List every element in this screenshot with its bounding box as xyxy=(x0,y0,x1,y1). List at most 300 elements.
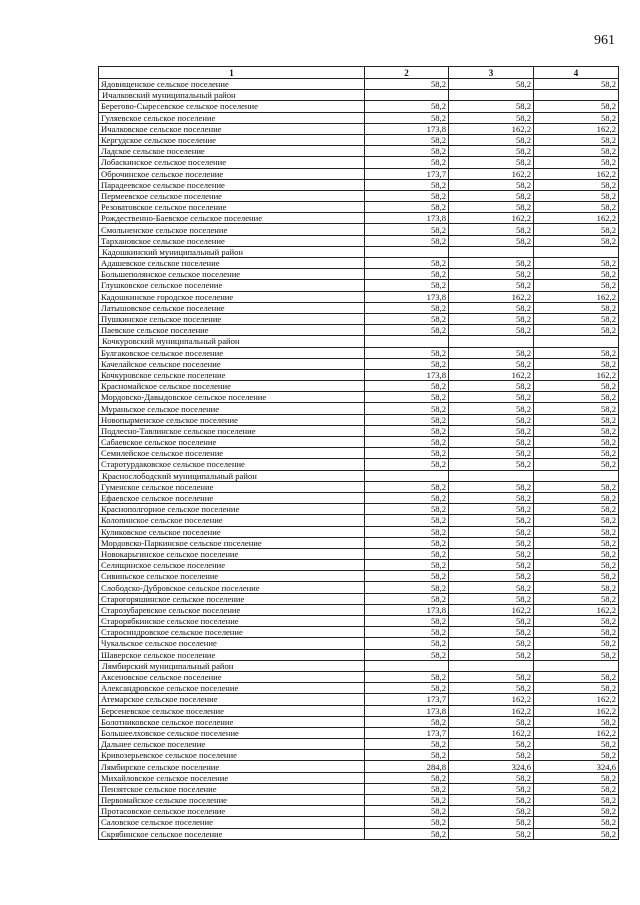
value-col-4: 58,2 xyxy=(534,358,619,369)
value-col-3: 58,2 xyxy=(449,795,534,806)
row-name: Пензятское сельское поселение xyxy=(99,783,365,794)
row-name: Пермеевское сельское поселение xyxy=(99,190,365,201)
row-name: Семилейское сельское поселение xyxy=(99,448,365,459)
table-row xyxy=(99,492,619,503)
value-col-2: 58,2 xyxy=(365,537,449,548)
value-col-2: 58,2 xyxy=(365,548,449,559)
value-col-2: 58,2 xyxy=(365,146,449,157)
value-col-2: 58,2 xyxy=(365,79,449,90)
table-row xyxy=(99,269,619,280)
table-row xyxy=(99,571,619,582)
value-col-4: 58,2 xyxy=(534,179,619,190)
value-col-4: 58,2 xyxy=(534,683,619,694)
data-table xyxy=(98,66,619,840)
row-name: Резоватовское сельское поселение xyxy=(99,202,365,213)
value-col-2: 58,2 xyxy=(365,202,449,213)
value-col-4: 162,2 xyxy=(534,727,619,738)
value-col-3: 58,2 xyxy=(449,772,534,783)
value-col-4: 58,2 xyxy=(534,638,619,649)
value-col-2: 58,2 xyxy=(365,671,449,682)
value-col-4: 58,2 xyxy=(534,112,619,123)
value-col-3: 58,2 xyxy=(449,616,534,627)
value-col-4: 58,2 xyxy=(534,750,619,761)
value-col-4: 58,2 xyxy=(534,828,619,839)
row-name: Мордовско-Давыдовское сельское поселение xyxy=(99,392,365,403)
value-col-2: 58,2 xyxy=(365,381,449,392)
row-name: Глушковское сельское поселение xyxy=(99,280,365,291)
value-col-3: 58,2 xyxy=(449,638,534,649)
table-row xyxy=(99,381,619,392)
value-col-2 xyxy=(365,660,449,671)
value-col-2: 58,2 xyxy=(365,817,449,828)
value-col-4: 58,2 xyxy=(534,437,619,448)
value-col-2: 173,8 xyxy=(365,705,449,716)
value-col-4 xyxy=(534,660,619,671)
table-row xyxy=(99,146,619,157)
table-row xyxy=(99,671,619,682)
table-row xyxy=(99,347,619,358)
value-col-2: 58,2 xyxy=(365,101,449,112)
row-name: Оброчинское сельское поселение xyxy=(99,168,365,179)
table-row xyxy=(99,313,619,324)
value-col-4: 58,2 xyxy=(534,381,619,392)
table-row xyxy=(99,112,619,123)
table-row xyxy=(99,504,619,515)
value-col-4: 58,2 xyxy=(534,313,619,324)
value-col-2: 58,2 xyxy=(365,235,449,246)
value-col-2: 173,7 xyxy=(365,694,449,705)
value-col-3: 58,2 xyxy=(449,571,534,582)
page-number: 961 xyxy=(594,33,615,48)
row-name: Подлесно-Тавлинское сельское поселение xyxy=(99,425,365,436)
value-col-3: 58,2 xyxy=(449,671,534,682)
value-col-2: 58,2 xyxy=(365,358,449,369)
row-name: Лямбирское сельское поселение xyxy=(99,761,365,772)
value-col-4: 58,2 xyxy=(534,190,619,201)
value-col-2: 58,2 xyxy=(365,582,449,593)
row-name: Гуляевское сельское поселение xyxy=(99,112,365,123)
value-col-2: 58,2 xyxy=(365,437,449,448)
value-col-4: 162,2 xyxy=(534,291,619,302)
value-col-4: 58,2 xyxy=(534,325,619,336)
value-col-4: 162,2 xyxy=(534,123,619,134)
value-col-3: 162,2 xyxy=(449,694,534,705)
row-name: Большеполянское сельское поселение xyxy=(99,269,365,280)
value-col-3: 58,2 xyxy=(449,448,534,459)
row-name: Ичалковский муниципальный район xyxy=(99,90,365,101)
row-name: Аксеновское сельское поселение xyxy=(99,671,365,682)
value-col-3: 162,2 xyxy=(449,291,534,302)
value-col-4: 58,2 xyxy=(534,269,619,280)
value-col-4: 58,2 xyxy=(534,515,619,526)
row-name: Кочкуровский муниципальный район xyxy=(99,336,365,347)
value-col-2: 58,2 xyxy=(365,504,449,515)
value-col-2: 58,2 xyxy=(365,258,449,269)
value-col-2: 58,2 xyxy=(365,224,449,235)
table-row xyxy=(99,739,619,750)
row-name: Краснослободский муниципальный район xyxy=(99,470,365,481)
row-name: Первомайское сельское поселение xyxy=(99,795,365,806)
value-col-3: 58,2 xyxy=(449,627,534,638)
row-name: Колопинское сельское поселение xyxy=(99,515,365,526)
table-row xyxy=(99,302,619,313)
value-col-3: 162,2 xyxy=(449,123,534,134)
value-col-2: 173,8 xyxy=(365,213,449,224)
row-name: Протасовское сельское поселение xyxy=(99,806,365,817)
value-col-4: 58,2 xyxy=(534,202,619,213)
row-name: Ефаевское сельское поселение xyxy=(99,492,365,503)
value-col-4: 58,2 xyxy=(534,671,619,682)
value-col-4: 58,2 xyxy=(534,448,619,459)
value-col-4: 58,2 xyxy=(534,582,619,593)
value-col-3: 58,2 xyxy=(449,112,534,123)
row-name: Старогоряшинское сельское поселение xyxy=(99,593,365,604)
value-col-3: 58,2 xyxy=(449,560,534,571)
value-col-3: 162,2 xyxy=(449,168,534,179)
district-row xyxy=(99,336,619,347)
value-col-2: 58,2 xyxy=(365,269,449,280)
value-col-2: 173,7 xyxy=(365,727,449,738)
row-name: Кергудское сельское поселение xyxy=(99,134,365,145)
value-col-3: 162,2 xyxy=(449,213,534,224)
table-row xyxy=(99,795,619,806)
table-row xyxy=(99,235,619,246)
value-col-4: 58,2 xyxy=(534,425,619,436)
row-name: Берсеневское сельское поселение xyxy=(99,705,365,716)
value-col-4: 58,2 xyxy=(534,224,619,235)
table-row xyxy=(99,79,619,90)
value-col-3: 162,2 xyxy=(449,369,534,380)
value-col-4: 58,2 xyxy=(534,526,619,537)
value-col-2: 173,8 xyxy=(365,123,449,134)
row-name: Ядовищенское сельское поселение xyxy=(99,79,365,90)
table-row xyxy=(99,369,619,380)
value-col-2: 173,8 xyxy=(365,291,449,302)
value-col-4: 58,2 xyxy=(534,347,619,358)
value-col-3: 58,2 xyxy=(449,134,534,145)
table-row xyxy=(99,761,619,772)
row-name: Скрябинское сельское поселение xyxy=(99,828,365,839)
value-col-3: 58,2 xyxy=(449,716,534,727)
row-name: Парадеевское сельское поселение xyxy=(99,179,365,190)
value-col-3 xyxy=(449,660,534,671)
value-col-2: 58,2 xyxy=(365,806,449,817)
value-col-2: 58,2 xyxy=(365,772,449,783)
value-col-2: 58,2 xyxy=(365,190,449,201)
value-col-3: 58,2 xyxy=(449,582,534,593)
value-col-3: 58,2 xyxy=(449,593,534,604)
value-col-2: 173,8 xyxy=(365,369,449,380)
value-col-4: 58,2 xyxy=(534,571,619,582)
table-row xyxy=(99,101,619,112)
value-col-2: 58,2 xyxy=(365,347,449,358)
value-col-3: 58,2 xyxy=(449,392,534,403)
row-name: Старозубаревское сельское поселение xyxy=(99,604,365,615)
district-row xyxy=(99,90,619,101)
table-row xyxy=(99,515,619,526)
value-col-3: 58,2 xyxy=(449,739,534,750)
value-col-3: 58,2 xyxy=(449,280,534,291)
value-col-2: 173,7 xyxy=(365,168,449,179)
value-col-4: 58,2 xyxy=(534,481,619,492)
table-row xyxy=(99,806,619,817)
value-col-4: 58,2 xyxy=(534,414,619,425)
value-col-4: 162,2 xyxy=(534,168,619,179)
row-name: Качелайское сельское поселение xyxy=(99,358,365,369)
value-col-2: 58,2 xyxy=(365,627,449,638)
value-col-3: 58,2 xyxy=(449,537,534,548)
value-col-3: 58,2 xyxy=(449,358,534,369)
table-body xyxy=(99,79,619,840)
value-col-3: 58,2 xyxy=(449,817,534,828)
value-col-4: 58,2 xyxy=(534,134,619,145)
value-col-4 xyxy=(534,470,619,481)
table-row xyxy=(99,325,619,336)
value-col-2: 58,2 xyxy=(365,157,449,168)
row-name: Большеелховское сельское поселение xyxy=(99,727,365,738)
value-col-4: 58,2 xyxy=(534,795,619,806)
table-row xyxy=(99,582,619,593)
value-col-4: 58,2 xyxy=(534,459,619,470)
table-row xyxy=(99,448,619,459)
value-col-3: 58,2 xyxy=(449,515,534,526)
value-col-2: 58,2 xyxy=(365,448,449,459)
value-col-3: 58,2 xyxy=(449,504,534,515)
table-row xyxy=(99,705,619,716)
value-col-3: 162,2 xyxy=(449,604,534,615)
value-col-4: 58,2 xyxy=(534,806,619,817)
value-col-4: 58,2 xyxy=(534,537,619,548)
value-col-2: 58,2 xyxy=(365,313,449,324)
row-name: Краснополгорное сельское поселение xyxy=(99,504,365,515)
row-name: Атемарское сельское поселение xyxy=(99,694,365,705)
value-col-3: 58,2 xyxy=(449,224,534,235)
value-col-4: 324,6 xyxy=(534,761,619,772)
value-col-2: 58,2 xyxy=(365,750,449,761)
row-name: Куликовское сельское поселение xyxy=(99,526,365,537)
table-row xyxy=(99,537,619,548)
value-col-4: 58,2 xyxy=(534,817,619,828)
value-col-2: 58,2 xyxy=(365,425,449,436)
value-col-3: 324,6 xyxy=(449,761,534,772)
value-col-2: 58,2 xyxy=(365,783,449,794)
row-name: Смольненское сельское поселение xyxy=(99,224,365,235)
value-col-2: 58,2 xyxy=(365,325,449,336)
table-row xyxy=(99,604,619,615)
value-col-4: 58,2 xyxy=(534,739,619,750)
column-header-1: 1 xyxy=(99,67,365,79)
table-row xyxy=(99,258,619,269)
value-col-4: 58,2 xyxy=(534,783,619,794)
value-col-2 xyxy=(365,90,449,101)
row-name: Мураньское сельское поселение xyxy=(99,403,365,414)
value-col-2: 58,2 xyxy=(365,649,449,660)
value-col-3: 58,2 xyxy=(449,414,534,425)
value-col-2: 58,2 xyxy=(365,828,449,839)
value-col-2: 58,2 xyxy=(365,526,449,537)
value-col-2: 58,2 xyxy=(365,593,449,604)
table-header-row xyxy=(99,67,619,79)
value-col-4: 162,2 xyxy=(534,694,619,705)
value-col-3: 58,2 xyxy=(449,313,534,324)
value-col-3: 58,2 xyxy=(449,269,534,280)
value-col-2: 58,2 xyxy=(365,134,449,145)
value-col-2: 58,2 xyxy=(365,739,449,750)
value-col-3: 58,2 xyxy=(449,425,534,436)
value-col-3: 58,2 xyxy=(449,526,534,537)
value-col-4: 58,2 xyxy=(534,593,619,604)
value-col-4: 162,2 xyxy=(534,705,619,716)
row-name: Гуменское сельское поселение xyxy=(99,481,365,492)
table-row xyxy=(99,459,619,470)
value-col-4: 58,2 xyxy=(534,627,619,638)
value-col-2: 58,2 xyxy=(365,302,449,313)
table-row xyxy=(99,649,619,660)
table-row xyxy=(99,694,619,705)
value-col-4 xyxy=(534,246,619,257)
district-row xyxy=(99,470,619,481)
value-col-4: 58,2 xyxy=(534,280,619,291)
value-col-4: 58,2 xyxy=(534,649,619,660)
table-row xyxy=(99,437,619,448)
table-row xyxy=(99,123,619,134)
row-name: Адашевское сельское поселение xyxy=(99,258,365,269)
table-row xyxy=(99,425,619,436)
row-name: Лобаскинское сельское поселение xyxy=(99,157,365,168)
value-col-3: 58,2 xyxy=(449,146,534,157)
value-col-2: 173,8 xyxy=(365,604,449,615)
value-col-2: 58,2 xyxy=(365,112,449,123)
row-name: Сабаевское сельское поселение xyxy=(99,437,365,448)
value-col-2 xyxy=(365,470,449,481)
value-col-3 xyxy=(449,246,534,257)
row-name: Ичалковское сельское поселение xyxy=(99,123,365,134)
value-col-4: 58,2 xyxy=(534,716,619,727)
value-col-3: 58,2 xyxy=(449,492,534,503)
value-col-2 xyxy=(365,246,449,257)
value-col-3: 58,2 xyxy=(449,179,534,190)
row-name: Латышовское сельское поселение xyxy=(99,302,365,313)
row-name: Паевское сельское поселение xyxy=(99,325,365,336)
row-name: Слободско-Дубровское сельское поселение xyxy=(99,582,365,593)
value-col-4: 162,2 xyxy=(534,369,619,380)
value-col-3: 58,2 xyxy=(449,101,534,112)
value-col-4: 58,2 xyxy=(534,235,619,246)
row-name: Кадошкинское городское поселение xyxy=(99,291,365,302)
value-col-2: 58,2 xyxy=(365,716,449,727)
value-col-2: 58,2 xyxy=(365,403,449,414)
table-row xyxy=(99,134,619,145)
value-col-3: 58,2 xyxy=(449,683,534,694)
value-col-4 xyxy=(534,336,619,347)
value-col-3: 58,2 xyxy=(449,828,534,839)
value-col-4: 58,2 xyxy=(534,157,619,168)
value-col-4: 58,2 xyxy=(534,258,619,269)
value-col-3: 58,2 xyxy=(449,235,534,246)
row-name: Мордовско-Паркинское сельское поселение xyxy=(99,537,365,548)
value-col-3: 58,2 xyxy=(449,258,534,269)
table-row xyxy=(99,772,619,783)
table-row xyxy=(99,291,619,302)
table-row xyxy=(99,616,619,627)
value-col-3: 58,2 xyxy=(449,347,534,358)
value-col-3: 58,2 xyxy=(449,437,534,448)
value-col-2: 58,2 xyxy=(365,515,449,526)
row-name: Булгаковское сельское поселение xyxy=(99,347,365,358)
value-col-2: 58,2 xyxy=(365,638,449,649)
table-row xyxy=(99,750,619,761)
table-row xyxy=(99,190,619,201)
row-name: Кочкуровское сельское поселение xyxy=(99,369,365,380)
value-col-2: 284,8 xyxy=(365,761,449,772)
row-name: Новопырменское сельское поселение xyxy=(99,414,365,425)
value-col-3: 162,2 xyxy=(449,705,534,716)
row-name: Сивиньское сельское поселение xyxy=(99,571,365,582)
value-col-2: 58,2 xyxy=(365,683,449,694)
row-name: Красномайское сельское поселение xyxy=(99,381,365,392)
row-name: Старорябкинское сельское поселение xyxy=(99,616,365,627)
row-name: Рождественно-Баевское сельское поселение xyxy=(99,213,365,224)
table-row xyxy=(99,213,619,224)
value-col-3: 162,2 xyxy=(449,727,534,738)
value-col-3: 58,2 xyxy=(449,202,534,213)
row-name: Старосиндровское сельское поселение xyxy=(99,627,365,638)
value-col-4: 58,2 xyxy=(534,504,619,515)
row-name: Саловское сельское поселение xyxy=(99,817,365,828)
value-col-4: 58,2 xyxy=(534,772,619,783)
table-row xyxy=(99,828,619,839)
table-row xyxy=(99,638,619,649)
table-row xyxy=(99,683,619,694)
row-name: Лямбирский муниципальный район xyxy=(99,660,365,671)
row-name: Пушкинское сельское поселение xyxy=(99,313,365,324)
value-col-3: 58,2 xyxy=(449,783,534,794)
value-col-4: 58,2 xyxy=(534,492,619,503)
value-col-4: 58,2 xyxy=(534,101,619,112)
table-row xyxy=(99,280,619,291)
value-col-2: 58,2 xyxy=(365,481,449,492)
row-name: Болотниковское сельское поселение xyxy=(99,716,365,727)
row-name: Дальнее сельское поселение xyxy=(99,739,365,750)
table-row xyxy=(99,783,619,794)
column-header-2: 2 xyxy=(365,67,449,79)
value-col-4: 58,2 xyxy=(534,616,619,627)
value-col-3: 58,2 xyxy=(449,190,534,201)
table-row xyxy=(99,727,619,738)
value-col-2: 58,2 xyxy=(365,571,449,582)
value-col-3: 58,2 xyxy=(449,381,534,392)
value-col-3: 58,2 xyxy=(449,403,534,414)
value-col-3 xyxy=(449,470,534,481)
value-col-2: 58,2 xyxy=(365,414,449,425)
table-row xyxy=(99,403,619,414)
table-row xyxy=(99,481,619,492)
value-col-2: 58,2 xyxy=(365,392,449,403)
value-col-3: 58,2 xyxy=(449,548,534,559)
row-name: Александровское сельское поселение xyxy=(99,683,365,694)
table-row xyxy=(99,548,619,559)
table-row xyxy=(99,157,619,168)
table-row xyxy=(99,224,619,235)
row-name: Шаверское сельское поселение xyxy=(99,649,365,660)
value-col-3: 58,2 xyxy=(449,481,534,492)
table-row xyxy=(99,627,619,638)
value-col-4: 58,2 xyxy=(534,302,619,313)
value-col-2: 58,2 xyxy=(365,616,449,627)
value-col-2: 58,2 xyxy=(365,459,449,470)
row-name: Берегово-Сыресевское сельское поселение xyxy=(99,101,365,112)
value-col-3: 58,2 xyxy=(449,459,534,470)
